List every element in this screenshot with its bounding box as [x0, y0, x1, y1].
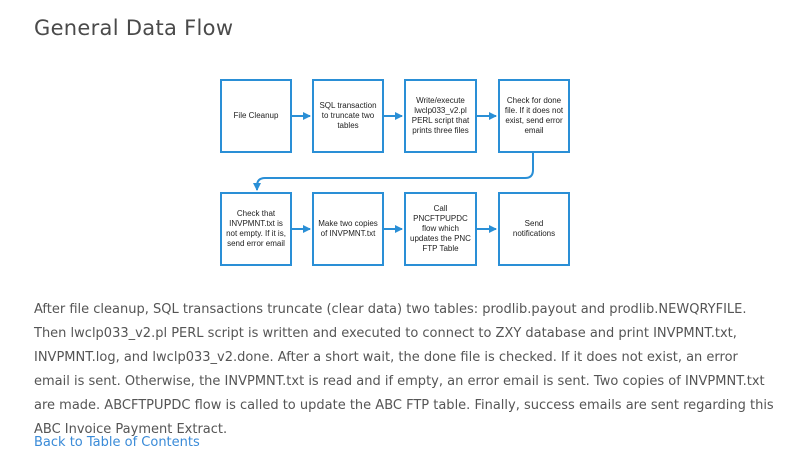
- page-title: General Data Flow: [34, 16, 234, 40]
- flow-node-label: Call PNCFTPUPDC flow which updates the PNC FTP Table: [410, 204, 471, 253]
- back-to-toc-link[interactable]: Back to Table of Contents: [34, 435, 200, 450]
- flow-node-label: Check for done file. If it does not exist, send error email: [504, 96, 564, 135]
- flow-node-label: Make two copies of INVPMNT.txt: [318, 219, 378, 238]
- flow-node-make-copies: [312, 192, 384, 266]
- flow-node-label: File Cleanup: [233, 111, 279, 120]
- flow-node-label: Check that INVPMNT.txt is not empty. If it is, send error email: [226, 209, 286, 248]
- description-paragraph: After file cleanup, SQL transactions truncate (clear data) two tables: prodlib.payout and prodlib.NEWQRYFILE. Then lwclp033_v2.pl PERL script is written and executed to connect to ZXY database and print INVPMNT.txt, INVPMNT.log, and lwclp033_v2.done. After a short wait, the done file is checked. If it does not exist, an error email is sent. Otherwise, the INVPMNT.txt is read and if empty, an error email is sent. Two copies of INVPMNT.txt are made. ABCFTPUPDC flow is called to update the ABC FTP table. Finally, success emails are sent regarding this ABC Invoice Payment Extract.: [34, 302, 774, 437]
- flow-node-label: Send notifications: [512, 219, 556, 238]
- flow-node-file-cleanup: [220, 79, 292, 153]
- flow-node-sql-transaction: [312, 79, 384, 153]
- flow-node-check-done-file: [498, 79, 570, 153]
- flow-node-send-notifications: [498, 192, 570, 266]
- flow-node-call-flow: [404, 192, 477, 266]
- edge-n4-n5: [257, 153, 533, 190]
- flow-node-label: Write/execute lwclp033_v2.pl PERL script that prints three files: [411, 96, 470, 135]
- flow-node-label: SQL transaction to truncate two tables: [319, 101, 377, 130]
- flow-node-check-invpmnt: [220, 192, 292, 266]
- flow-node-perl-script: [404, 79, 477, 153]
